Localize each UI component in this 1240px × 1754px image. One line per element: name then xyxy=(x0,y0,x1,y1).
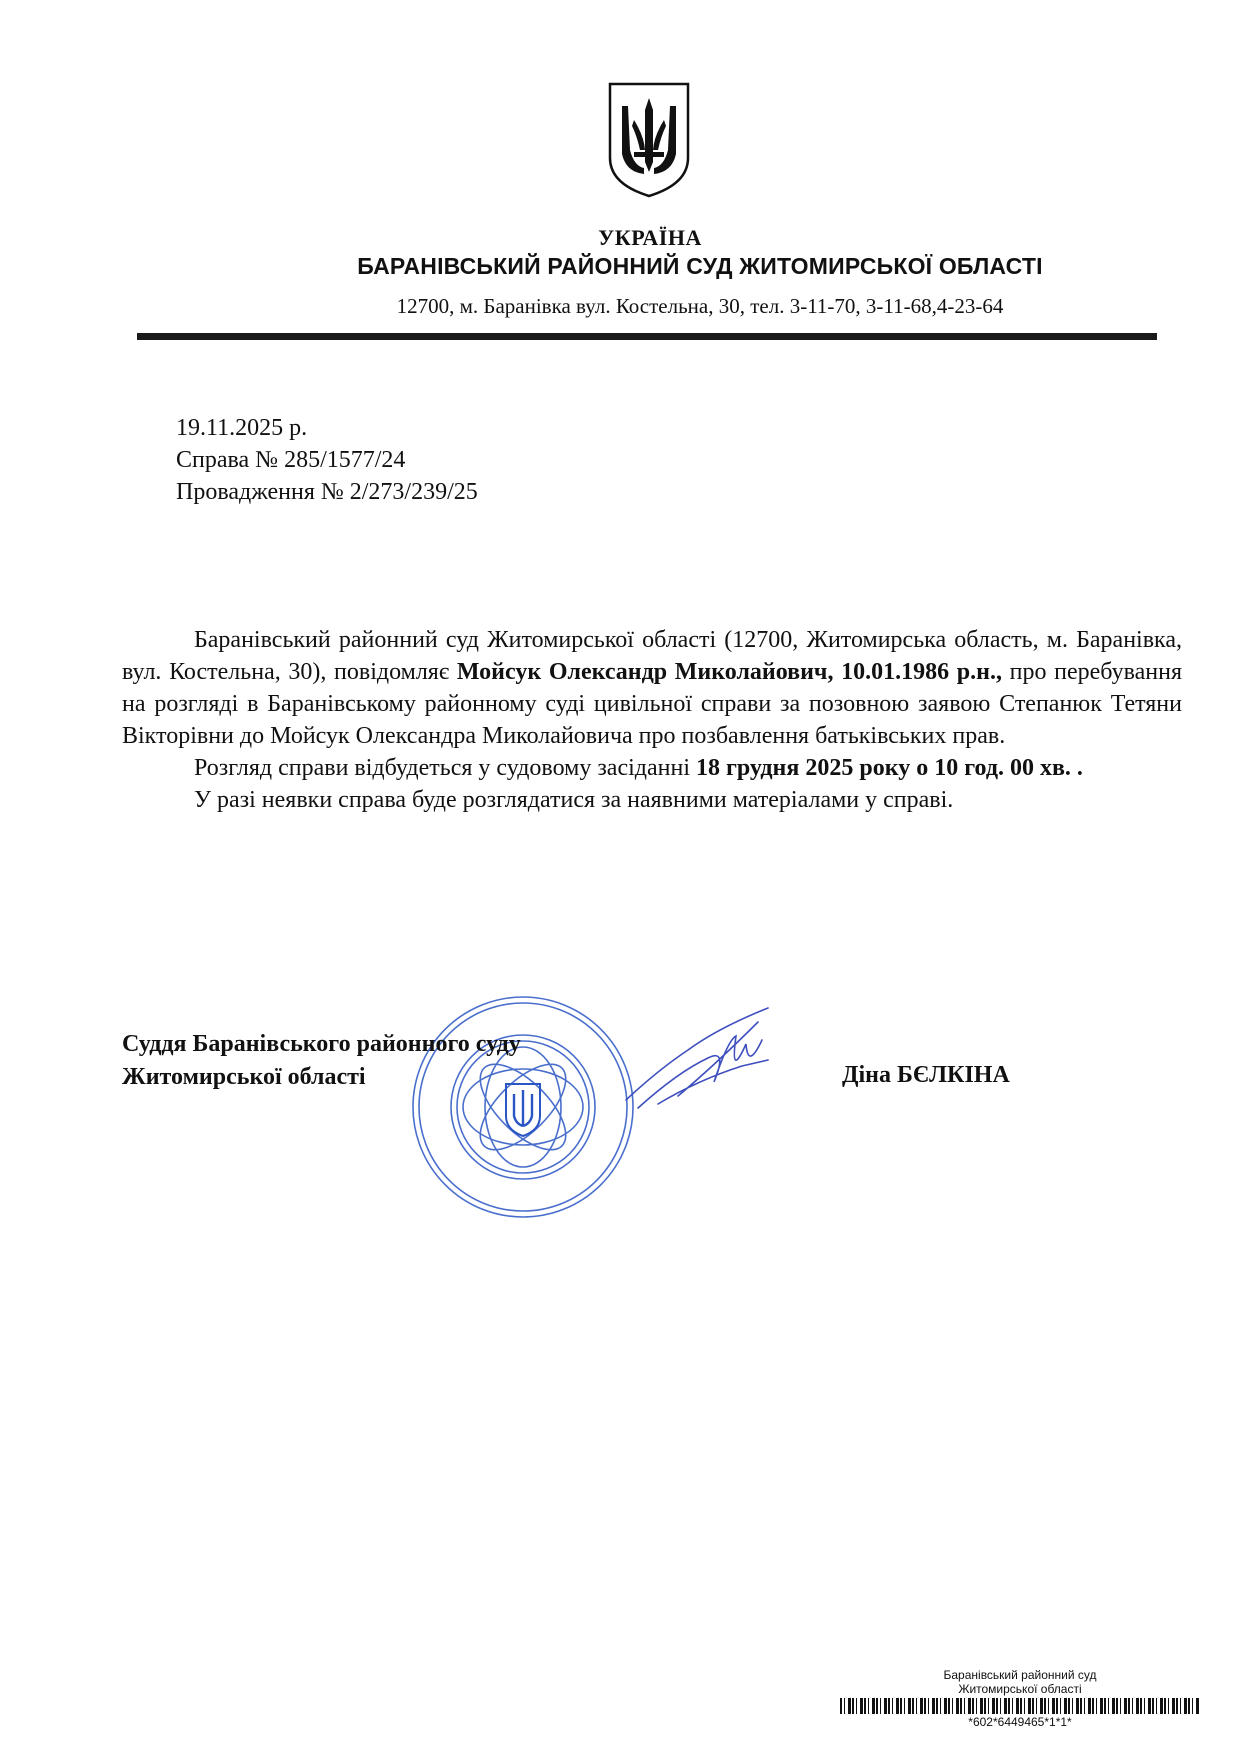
notice-paragraph-1 xyxy=(122,624,1182,752)
judge-title xyxy=(122,1028,521,1094)
country-heading: УКРАЇНА xyxy=(598,225,702,250)
stamp-line-2: Житомирської області xyxy=(958,1682,1082,1696)
registry-stamp xyxy=(840,1668,1200,1729)
notice-text: про перебування на розгляді в Баранівському районному суді цивільної справи за позовною заявою Степанюк Тетяни Вікторівни до Мойсук Олександра Миколайовича про позбавлення батьківських прав. xyxy=(122,659,1183,749)
header-divider xyxy=(137,333,1157,340)
notice-paragraph-2 xyxy=(122,752,1182,784)
proceeding-number: Провадження № 2/273/239/25 xyxy=(176,479,478,505)
notice-paragraph-3: У разі неявки справа буде розглядатися за наявними матеріалами у справі. xyxy=(194,787,954,813)
court-address: 12700, м. Баранівка вул. Костельна, 30, тел. 3-11-70, 3-11-68,4-23-64 xyxy=(396,294,1004,318)
notice-text: Баранівський районний суд Житомирської області (12700, Житомирська область, м. Баранівка, вул. Костельна, 30), повідомляє xyxy=(122,627,1182,685)
judge-name: Діна БЄЛКІНА xyxy=(842,1062,1010,1088)
notice-body xyxy=(122,624,1182,816)
barcode-number: *602*6449465*1*1* xyxy=(968,1715,1072,1729)
barcode-icon xyxy=(840,1698,1200,1714)
hearing-datetime: 18 грудня 2025 року о 10 год. 00 хв. . xyxy=(696,755,1083,781)
hearing-text: Розгляд справи відбудеться у судовому засіданні xyxy=(194,755,696,781)
coat-of-arms-icon xyxy=(604,80,694,200)
court-name-heading: БАРАНІВСЬКИЙ РАЙОННИЙ СУД ЖИТОМИРСЬКОЇ ОБЛАСТІ xyxy=(357,253,1043,279)
court-seal-icon xyxy=(408,992,638,1222)
judge-title-line-2: Житомирської області xyxy=(122,1064,366,1090)
case-number: Справа № 285/1577/24 xyxy=(176,447,406,473)
stamp-line-1: Баранівський районний суд xyxy=(943,1668,1097,1682)
document-meta xyxy=(176,412,478,508)
respondent-name: Мойсук Олександр Миколайович, 10.01.1986 р.н., xyxy=(456,659,1002,685)
handwritten-signature-icon xyxy=(618,1000,798,1120)
judge-title-line-1: Суддя Баранівського районного суду xyxy=(122,1031,521,1057)
document-date: 19.11.2025 р. xyxy=(176,415,308,441)
